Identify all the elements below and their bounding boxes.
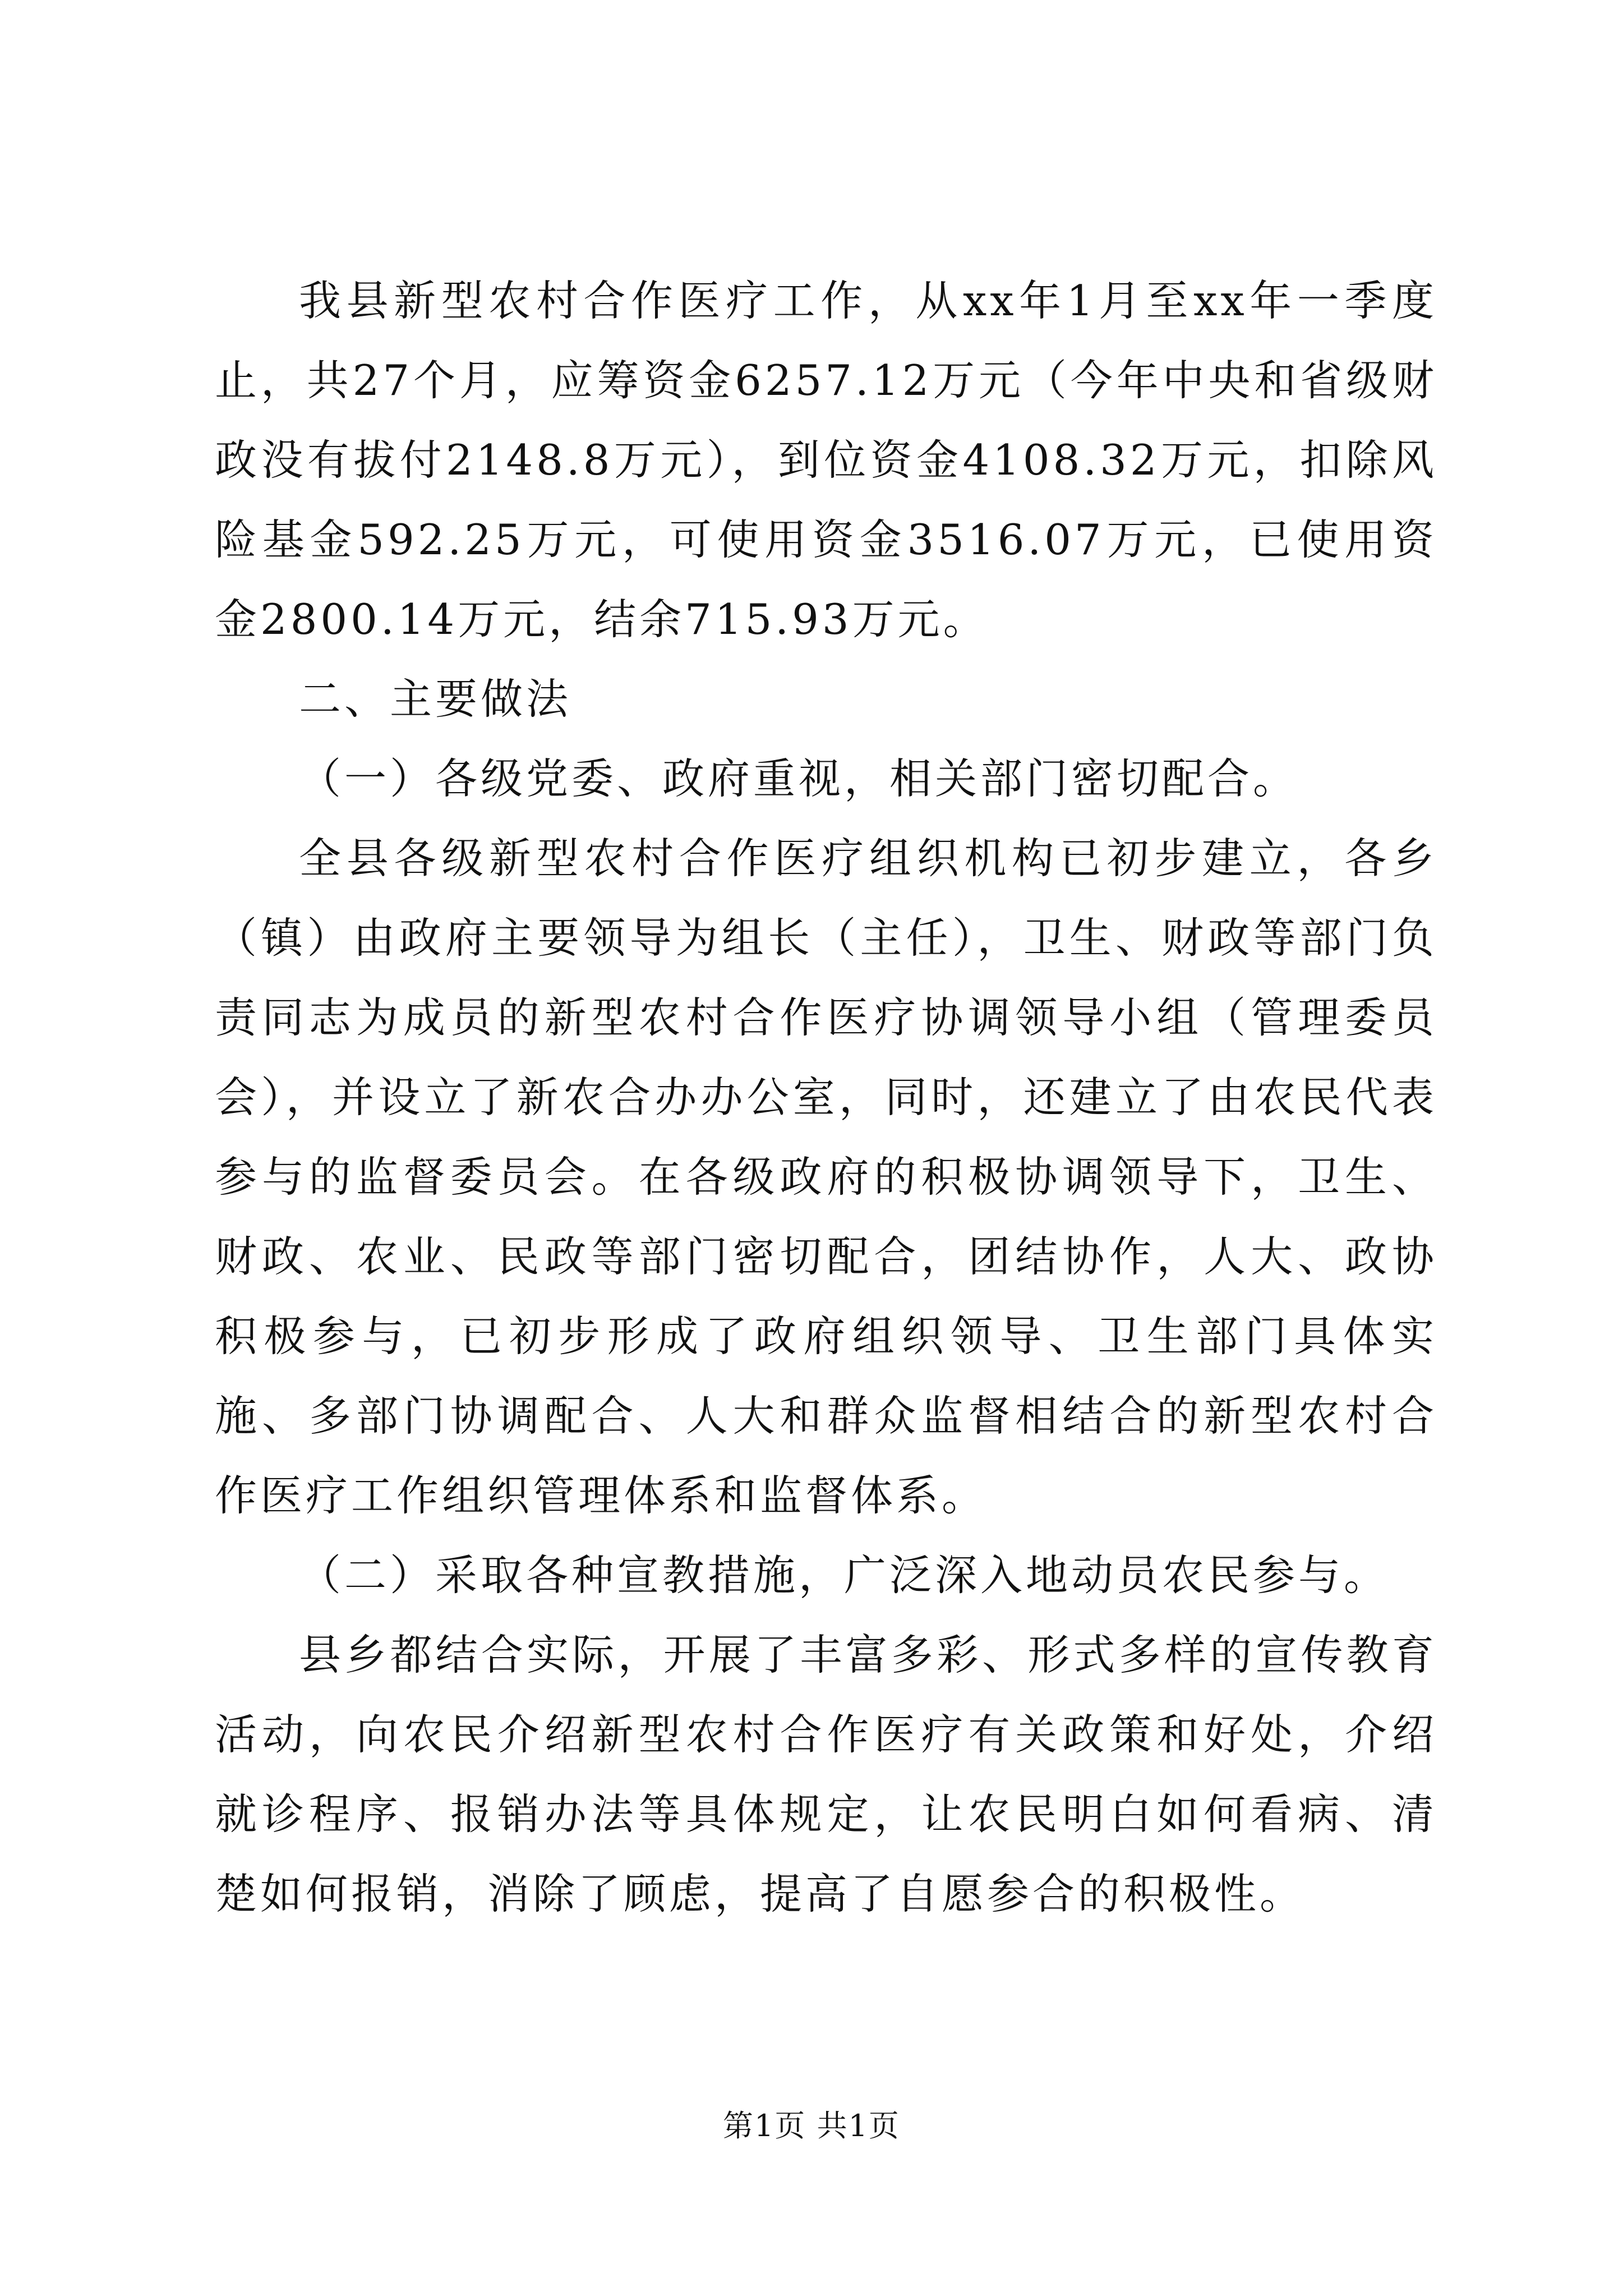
- section-heading-main-practices: 二、主要做法: [299, 674, 572, 724]
- page-footer: 第1页 共1页: [723, 2108, 900, 2143]
- document-body: [215, 261, 1437, 1934]
- subsection-heading-2: （二）采取各种宣教措施，广泛深入地动员农民参与。: [299, 1550, 1390, 1600]
- paragraph-organization: 全县各级新型农村合作医疗组织机构已初步建立，各乡（镇）由政府主要领导为组长（主任），卫生、财政等部门负责同志为成员的新型农村合作医疗协调领导小组（管理委员会），并设立了新农合办办公室，同时，还建立了由农民代表参与的监督委员会。在各级政府的积极协调领导下，卫生、财政、农业、民政等部门密切配合，团结协作，人大、政协积极参与，已初步形成了政府组织领导、卫生部门具体实施、多部门协调配合、人大和群众监督相结合的新型农村合作医疗工作组织管理体系和监督体系。: [215, 834, 1437, 1520]
- paragraph-publicity: 县乡都结合实际，开展了丰富多彩、形式多样的宣传教育活动，向农民介绍新型农村合作医疗有关政策和好处，介绍就诊程序、报销办法等具体规定，让农民明白如何看病、清楚如何报销，消除了顾虑，提高了自愿参合的积极性。: [215, 1630, 1437, 1918]
- paragraph-funding-summary: 我县新型农村合作医疗工作，从xx年1月至xx年一季度止，共27个月，应筹资金6257.12万元（今年中央和省级财政没有拔付2148.8万元），到位资金4108.32万元，扣除风险基金592.25万元，可使用资金3516.07万元，已使用资金2800.14万元，结余715.93万元。: [215, 276, 1437, 644]
- subsection-heading-1: （一）各级党委、政府重视，相关部门密切配合。: [299, 754, 1299, 803]
